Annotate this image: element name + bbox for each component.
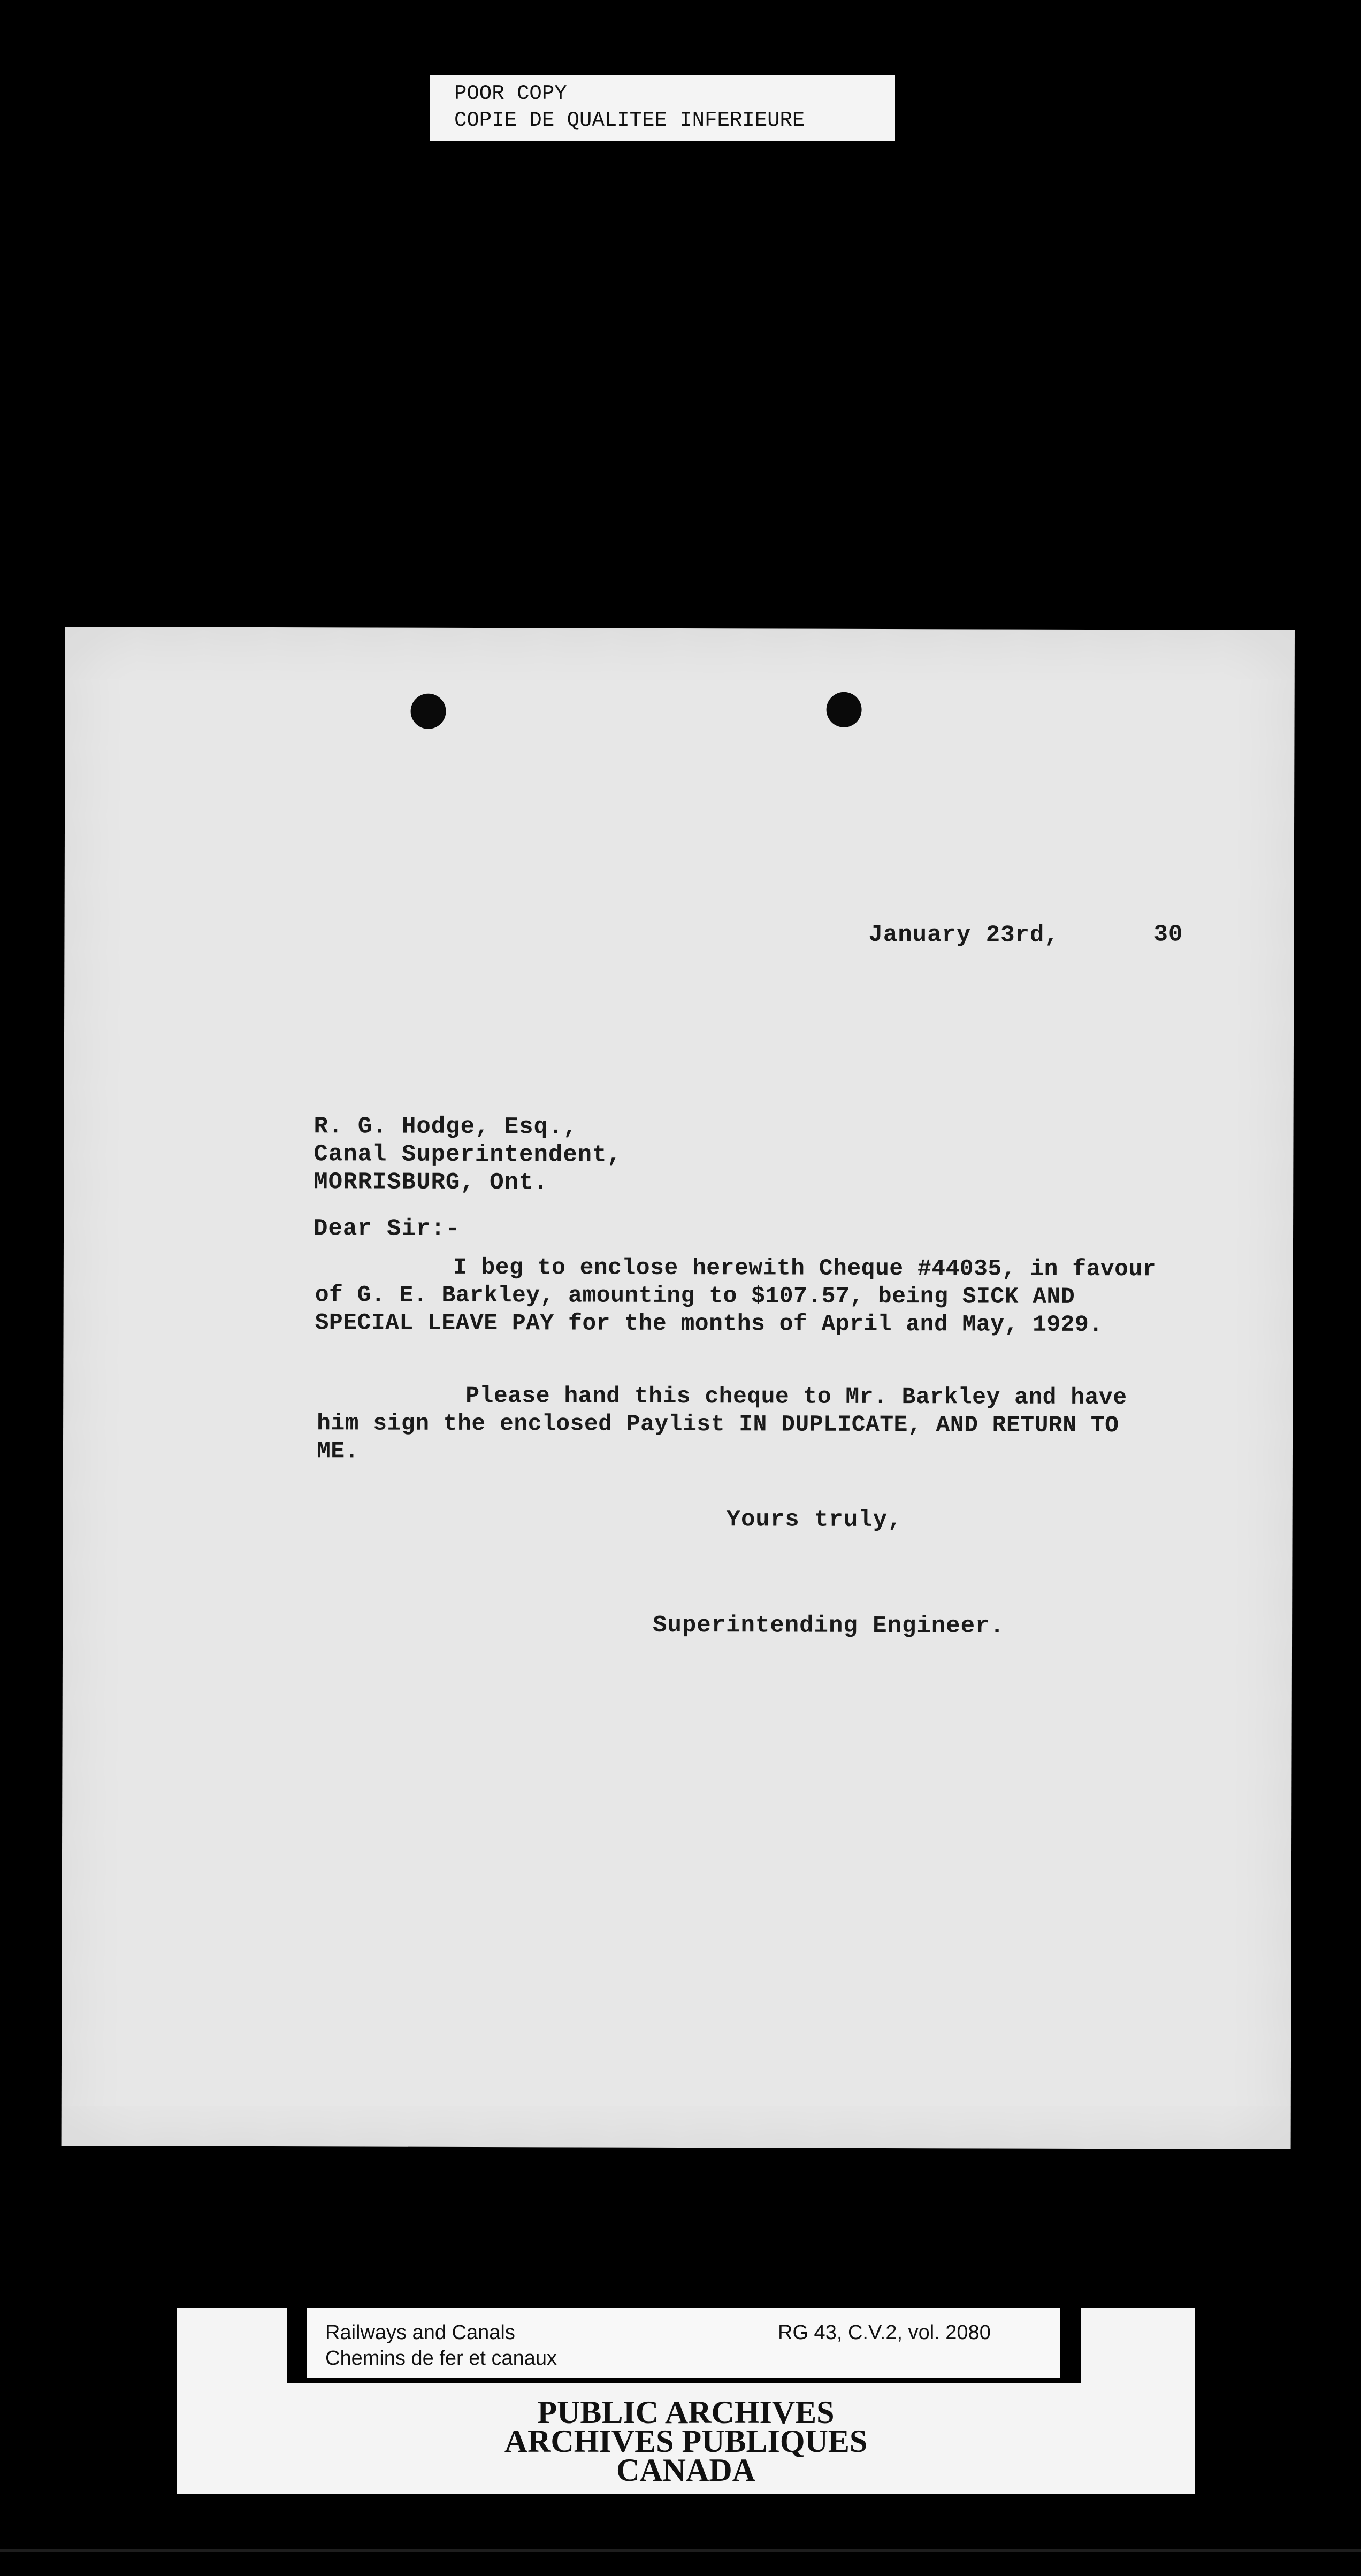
poor-copy-stamp [430,75,895,141]
archives-card [177,2308,1195,2494]
record-group-reference: RG 43, C.V.2, vol. 2080 [778,2321,991,2344]
archives-country: CANADA [616,2452,755,2488]
recipient-location: MORRISBURG, Ont. [314,1169,548,1197]
recipient-name: R. G. Hodge, Esq., [314,1113,578,1141]
punch-hole-left [411,694,446,729]
letter-year: 30 [1153,921,1183,948]
paragraph-2-line-1: Please hand this cheque to Mr. Barkley and have [465,1382,1127,1411]
punch-hole-right [827,692,862,727]
archives-reference-tab [287,2308,1081,2383]
salutation: Dear Sir:- [313,1215,461,1243]
paragraph-2-line-2: him sign the enclosed Paylist IN DUPLICATE, AND RETURN TO [317,1410,1119,1439]
stamp-line-1: POOR COPY [454,82,567,105]
film-edge [0,2549,1361,2552]
department-english: Railways and Canals [325,2321,515,2344]
department-french: Chemins de fer et canaux [325,2347,557,2370]
paragraph-2-line-3: ME. [316,1438,359,1465]
paragraph-1-line-3: SPECIAL LEAVE PAY for the months of April and May, 1929. [315,1309,1103,1338]
stamp-line-2: COPIE DE QUALITEE INFERIEURE [454,109,805,132]
signature-title: Superintending Engineer. [653,1612,1005,1640]
paragraph-1-line-2: of G. E. Barkley, amounting to $107.57, being SICK AND [315,1282,1075,1310]
closing: Yours truly, [726,1506,903,1534]
letter-date: January 23rd, [868,921,1059,949]
paragraph-1-line-1: I beg to enclose herewith Cheque #44035, in favour [453,1254,1157,1283]
archives-title-english: PUBLIC ARCHIVES [537,2395,835,2430]
archives-title-french: ARCHIVES PUBLIQUES [504,2424,868,2459]
letter-page [62,627,1295,2149]
recipient-title: Canal Superintendent, [314,1141,622,1169]
